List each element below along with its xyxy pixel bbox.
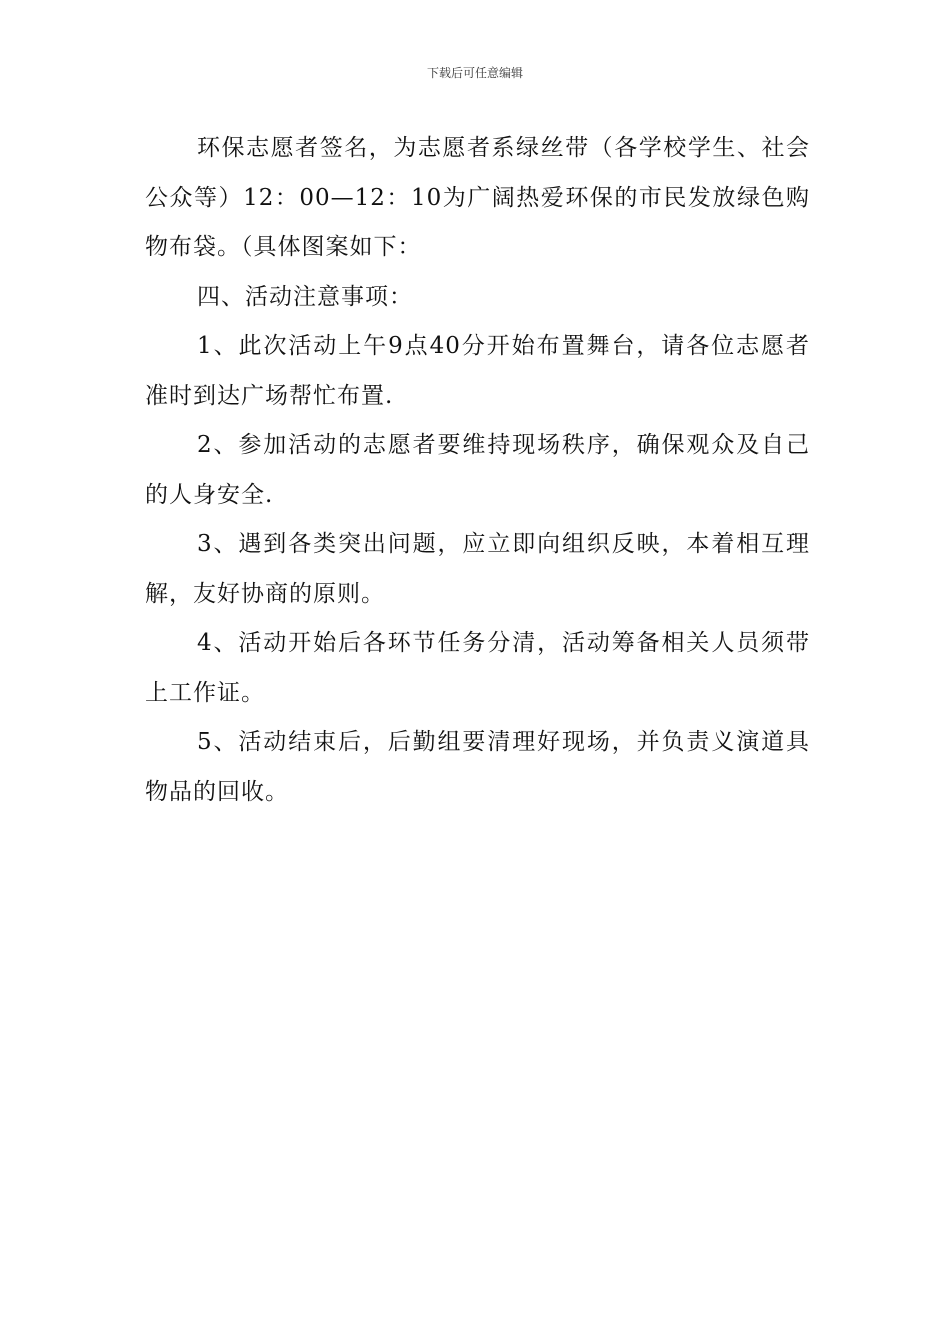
note-item-3: 3、遇到各类突出问题，应立即向组织反映，本着相互理解，友好协商的原则。 <box>145 531 810 607</box>
note-item-2: 2、参加活动的志愿者要维持现场秩序，确保观众及自己的人身安全. <box>145 432 810 508</box>
note-item-5: 5、活动结束后，后勤组要清理好现场，并负责义演道具物品的回收。 <box>145 729 810 805</box>
page-header: 下载后可任意编辑 <box>426 66 523 80</box>
note-item-1: 1、此次活动上午9点40分开始布置舞台，请各位志愿者准时到达广场帮忙布置. <box>145 333 810 409</box>
section-heading-notes: 四、活动注意事项： <box>197 283 413 310</box>
note-item-4: 4、活动开始后各环节任务分清，活动筹备相关人员须带上工作证。 <box>145 630 810 706</box>
document-body <box>145 124 810 817</box>
paragraph-volunteer-signing: 环保志愿者签名，为志愿者系绿丝带（各学校学生、社会公众等）12：00—12：10为广阔热爱环保的市民发放绿色购物布袋。（具体图案如下： <box>145 135 810 260</box>
